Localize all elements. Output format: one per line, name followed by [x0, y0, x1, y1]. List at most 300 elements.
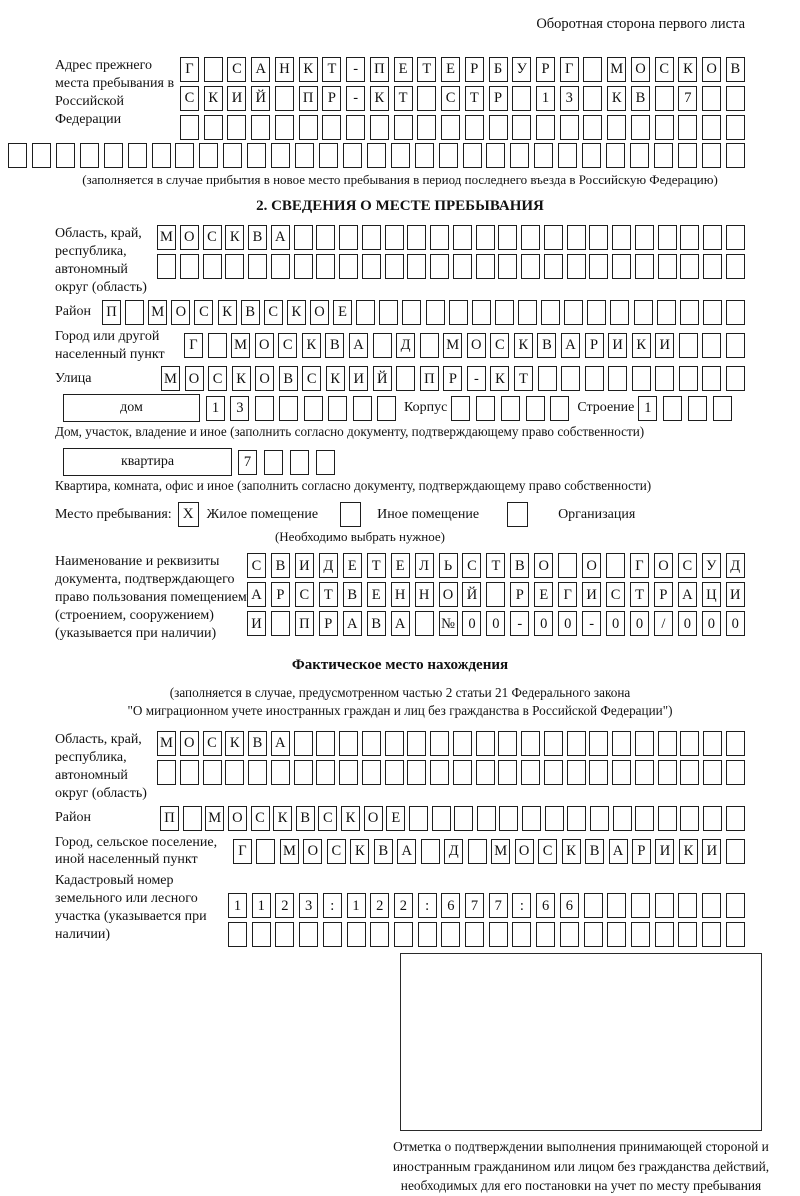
- char-box[interactable]: К: [678, 57, 697, 82]
- char-box[interactable]: [476, 225, 495, 250]
- char-box[interactable]: Р: [271, 582, 290, 607]
- char-box[interactable]: Д: [726, 553, 745, 578]
- char-box[interactable]: К: [562, 839, 581, 864]
- char-box[interactable]: 0: [534, 611, 553, 636]
- char-box[interactable]: А: [271, 731, 290, 756]
- char-box[interactable]: [726, 225, 745, 250]
- char-box[interactable]: [304, 396, 323, 421]
- char-box[interactable]: [203, 254, 222, 279]
- char-box[interactable]: Т: [465, 86, 484, 111]
- char-box[interactable]: 0: [486, 611, 505, 636]
- char-box[interactable]: В: [248, 225, 267, 250]
- char-box[interactable]: С: [302, 366, 321, 391]
- char-box[interactable]: [290, 450, 309, 475]
- char-box[interactable]: [415, 143, 434, 168]
- char-box[interactable]: [339, 731, 358, 756]
- char-box[interactable]: 6: [560, 893, 579, 918]
- char-box[interactable]: К: [350, 839, 369, 864]
- char-box[interactable]: С: [278, 333, 297, 358]
- char-box[interactable]: [589, 225, 608, 250]
- char-box[interactable]: [680, 760, 699, 785]
- char-box[interactable]: [703, 254, 722, 279]
- char-box[interactable]: [453, 760, 472, 785]
- char-box[interactable]: [323, 922, 342, 947]
- char-box[interactable]: [521, 225, 540, 250]
- char-box[interactable]: [703, 225, 722, 250]
- char-box[interactable]: [430, 254, 449, 279]
- char-box[interactable]: Е: [367, 582, 386, 607]
- char-box[interactable]: В: [343, 582, 362, 607]
- char-box[interactable]: [589, 254, 608, 279]
- char-box[interactable]: 1: [228, 893, 247, 918]
- char-box[interactable]: [402, 300, 421, 325]
- char-box[interactable]: П: [299, 86, 318, 111]
- char-box[interactable]: [610, 300, 629, 325]
- char-box[interactable]: [322, 115, 341, 140]
- char-box[interactable]: К: [607, 86, 626, 111]
- char-box[interactable]: И: [655, 839, 674, 864]
- char-box[interactable]: [426, 300, 445, 325]
- char-box[interactable]: Г: [184, 333, 203, 358]
- char-box[interactable]: [295, 143, 314, 168]
- char-box[interactable]: [726, 300, 745, 325]
- char-box[interactable]: О: [439, 582, 458, 607]
- char-box[interactable]: [635, 254, 654, 279]
- char-box[interactable]: И: [702, 839, 721, 864]
- char-box[interactable]: 3: [230, 396, 249, 421]
- char-box[interactable]: Й: [462, 582, 481, 607]
- char-box[interactable]: [104, 143, 123, 168]
- char-box[interactable]: С: [203, 225, 222, 250]
- char-box[interactable]: [486, 582, 505, 607]
- char-box[interactable]: С: [538, 839, 557, 864]
- char-box[interactable]: [658, 731, 677, 756]
- char-box[interactable]: [489, 115, 508, 140]
- char-box[interactable]: [486, 143, 505, 168]
- char-box[interactable]: А: [609, 839, 628, 864]
- char-box[interactable]: [584, 893, 603, 918]
- char-box[interactable]: 1: [536, 86, 555, 111]
- char-box[interactable]: [316, 225, 335, 250]
- char-box[interactable]: [476, 396, 495, 421]
- char-box[interactable]: О: [534, 553, 553, 578]
- char-box[interactable]: [391, 143, 410, 168]
- char-box[interactable]: 1: [206, 396, 225, 421]
- char-box[interactable]: И: [655, 333, 674, 358]
- char-box[interactable]: О: [255, 333, 274, 358]
- char-box[interactable]: В: [296, 806, 315, 831]
- char-box[interactable]: С: [247, 553, 266, 578]
- char-box[interactable]: Р: [443, 366, 462, 391]
- char-box[interactable]: [658, 254, 677, 279]
- char-box[interactable]: М: [161, 366, 180, 391]
- char-box[interactable]: [564, 300, 583, 325]
- char-box[interactable]: [294, 225, 313, 250]
- char-box[interactable]: Н: [275, 57, 294, 82]
- char-box[interactable]: 0: [726, 611, 745, 636]
- char-box[interactable]: [409, 806, 428, 831]
- char-box[interactable]: С: [462, 553, 481, 578]
- char-box[interactable]: О: [255, 366, 274, 391]
- char-box[interactable]: [583, 115, 602, 140]
- char-box[interactable]: [702, 893, 721, 918]
- char-box[interactable]: С: [678, 553, 697, 578]
- char-box[interactable]: [544, 254, 563, 279]
- char-box[interactable]: [703, 731, 722, 756]
- char-box[interactable]: М: [231, 333, 250, 358]
- char-box[interactable]: [180, 254, 199, 279]
- char-box[interactable]: [560, 115, 579, 140]
- char-box[interactable]: С: [264, 300, 283, 325]
- char-box[interactable]: [346, 115, 365, 140]
- checkbox-residential[interactable]: X: [178, 502, 199, 527]
- char-box[interactable]: В: [631, 86, 650, 111]
- char-box[interactable]: [536, 115, 555, 140]
- char-box[interactable]: И: [608, 333, 627, 358]
- char-box[interactable]: [299, 115, 318, 140]
- char-box[interactable]: Р: [510, 582, 529, 607]
- char-box[interactable]: [465, 922, 484, 947]
- char-box[interactable]: О: [180, 731, 199, 756]
- char-box[interactable]: [432, 806, 451, 831]
- char-box[interactable]: [385, 254, 404, 279]
- char-box[interactable]: [663, 396, 682, 421]
- char-box[interactable]: [449, 300, 468, 325]
- char-box[interactable]: В: [585, 839, 604, 864]
- char-box[interactable]: [157, 254, 176, 279]
- char-box[interactable]: [608, 366, 627, 391]
- char-box[interactable]: Д: [319, 553, 338, 578]
- char-box[interactable]: И: [349, 366, 368, 391]
- char-box[interactable]: [453, 731, 472, 756]
- char-box[interactable]: [316, 254, 335, 279]
- char-box[interactable]: В: [279, 366, 298, 391]
- char-box[interactable]: [477, 806, 496, 831]
- char-box[interactable]: [702, 86, 721, 111]
- char-box[interactable]: 7: [238, 450, 257, 475]
- char-box[interactable]: [655, 86, 674, 111]
- char-box[interactable]: К: [232, 366, 251, 391]
- char-box[interactable]: [339, 254, 358, 279]
- char-box[interactable]: [726, 254, 745, 279]
- char-box[interactable]: [279, 396, 298, 421]
- char-box[interactable]: А: [391, 611, 410, 636]
- char-box[interactable]: Е: [343, 553, 362, 578]
- char-box[interactable]: [512, 115, 531, 140]
- char-box[interactable]: Р: [585, 333, 604, 358]
- char-box[interactable]: Г: [233, 839, 252, 864]
- char-box[interactable]: [635, 225, 654, 250]
- char-box[interactable]: 0: [558, 611, 577, 636]
- char-box[interactable]: Й: [251, 86, 270, 111]
- char-box[interactable]: С: [227, 57, 246, 82]
- char-box[interactable]: :: [418, 893, 437, 918]
- char-box[interactable]: [199, 143, 218, 168]
- char-box[interactable]: [567, 225, 586, 250]
- char-box[interactable]: [522, 806, 541, 831]
- char-box[interactable]: О: [364, 806, 383, 831]
- char-box[interactable]: [204, 115, 223, 140]
- char-box[interactable]: [635, 731, 654, 756]
- char-box[interactable]: [152, 143, 171, 168]
- char-box[interactable]: О: [702, 57, 721, 82]
- char-box[interactable]: 3: [299, 893, 318, 918]
- char-box[interactable]: [510, 143, 529, 168]
- char-box[interactable]: К: [514, 333, 533, 358]
- char-box[interactable]: [521, 760, 540, 785]
- char-box[interactable]: М: [148, 300, 167, 325]
- char-box[interactable]: Ц: [702, 582, 721, 607]
- char-box[interactable]: [362, 760, 381, 785]
- char-box[interactable]: А: [349, 333, 368, 358]
- char-box[interactable]: [271, 254, 290, 279]
- char-box[interactable]: [247, 143, 266, 168]
- char-box[interactable]: К: [341, 806, 360, 831]
- char-box[interactable]: [726, 893, 745, 918]
- char-box[interactable]: [417, 86, 436, 111]
- char-box[interactable]: [612, 760, 631, 785]
- char-box[interactable]: [702, 115, 721, 140]
- char-box[interactable]: [271, 760, 290, 785]
- char-box[interactable]: Й: [373, 366, 392, 391]
- char-box[interactable]: [635, 760, 654, 785]
- char-box[interactable]: В: [537, 333, 556, 358]
- char-box[interactable]: [702, 143, 721, 168]
- char-box[interactable]: [339, 225, 358, 250]
- char-box[interactable]: [612, 225, 631, 250]
- char-box[interactable]: [583, 86, 602, 111]
- char-box[interactable]: С: [606, 582, 625, 607]
- char-box[interactable]: Р: [536, 57, 555, 82]
- char-box[interactable]: [275, 922, 294, 947]
- char-box[interactable]: Т: [514, 366, 533, 391]
- char-box[interactable]: [658, 806, 677, 831]
- char-box[interactable]: [294, 760, 313, 785]
- char-box[interactable]: [702, 333, 721, 358]
- char-box[interactable]: К: [204, 86, 223, 111]
- char-box[interactable]: [56, 143, 75, 168]
- char-box[interactable]: С: [327, 839, 346, 864]
- char-box[interactable]: 0: [678, 611, 697, 636]
- char-box[interactable]: [702, 922, 721, 947]
- char-box[interactable]: С: [180, 86, 199, 111]
- char-box[interactable]: П: [160, 806, 179, 831]
- char-box[interactable]: Е: [394, 57, 413, 82]
- char-box[interactable]: [632, 366, 651, 391]
- char-box[interactable]: М: [157, 731, 176, 756]
- char-box[interactable]: Е: [441, 57, 460, 82]
- char-box[interactable]: [657, 300, 676, 325]
- char-box[interactable]: Е: [391, 553, 410, 578]
- char-box[interactable]: К: [273, 806, 292, 831]
- char-box[interactable]: К: [225, 225, 244, 250]
- char-box[interactable]: [396, 366, 415, 391]
- char-box[interactable]: [271, 611, 290, 636]
- char-box[interactable]: [275, 86, 294, 111]
- char-box[interactable]: О: [185, 366, 204, 391]
- char-box[interactable]: В: [271, 553, 290, 578]
- char-box[interactable]: Г: [560, 57, 579, 82]
- char-box[interactable]: [385, 760, 404, 785]
- char-box[interactable]: [248, 760, 267, 785]
- char-box[interactable]: [558, 143, 577, 168]
- char-box[interactable]: О: [515, 839, 534, 864]
- char-box[interactable]: [703, 806, 722, 831]
- char-box[interactable]: К: [370, 86, 389, 111]
- char-box[interactable]: [607, 922, 626, 947]
- char-box[interactable]: [567, 254, 586, 279]
- char-box[interactable]: 7: [678, 86, 697, 111]
- char-box[interactable]: [356, 300, 375, 325]
- char-box[interactable]: О: [180, 225, 199, 250]
- char-box[interactable]: [385, 731, 404, 756]
- char-box[interactable]: [453, 225, 472, 250]
- char-box[interactable]: И: [726, 582, 745, 607]
- char-box[interactable]: О: [654, 553, 673, 578]
- char-box[interactable]: Д: [444, 839, 463, 864]
- char-box[interactable]: 2: [370, 893, 389, 918]
- char-box[interactable]: [225, 254, 244, 279]
- char-box[interactable]: [370, 115, 389, 140]
- char-box[interactable]: Т: [630, 582, 649, 607]
- char-box[interactable]: У: [512, 57, 531, 82]
- char-box[interactable]: [726, 806, 745, 831]
- char-box[interactable]: [558, 553, 577, 578]
- char-box[interactable]: [275, 115, 294, 140]
- char-box[interactable]: [451, 396, 470, 421]
- checkbox-other-premises[interactable]: [340, 502, 361, 527]
- char-box[interactable]: [561, 366, 580, 391]
- char-box[interactable]: [353, 396, 372, 421]
- char-box[interactable]: [251, 115, 270, 140]
- char-box[interactable]: [567, 731, 586, 756]
- char-box[interactable]: [613, 806, 632, 831]
- char-box[interactable]: [726, 333, 745, 358]
- char-box[interactable]: [680, 254, 699, 279]
- char-box[interactable]: [726, 731, 745, 756]
- char-box[interactable]: [550, 396, 569, 421]
- char-box[interactable]: О: [310, 300, 329, 325]
- char-box[interactable]: [208, 333, 227, 358]
- char-box[interactable]: Б: [489, 57, 508, 82]
- char-box[interactable]: [589, 731, 608, 756]
- char-box[interactable]: [421, 839, 440, 864]
- char-box[interactable]: [379, 300, 398, 325]
- char-box[interactable]: [679, 333, 698, 358]
- char-box[interactable]: [567, 806, 586, 831]
- char-box[interactable]: К: [218, 300, 237, 325]
- char-box[interactable]: [678, 922, 697, 947]
- char-box[interactable]: Р: [489, 86, 508, 111]
- char-box[interactable]: [702, 366, 721, 391]
- char-box[interactable]: М: [607, 57, 626, 82]
- char-box[interactable]: К: [225, 731, 244, 756]
- char-box[interactable]: 6: [441, 893, 460, 918]
- char-box[interactable]: [680, 806, 699, 831]
- char-box[interactable]: А: [343, 611, 362, 636]
- char-box[interactable]: -: [346, 57, 365, 82]
- char-box[interactable]: [407, 760, 426, 785]
- char-box[interactable]: [658, 760, 677, 785]
- char-box[interactable]: [630, 143, 649, 168]
- char-box[interactable]: [678, 893, 697, 918]
- char-box[interactable]: [367, 143, 386, 168]
- char-box[interactable]: [726, 922, 745, 947]
- char-box[interactable]: К: [299, 57, 318, 82]
- char-box[interactable]: П: [370, 57, 389, 82]
- checkbox-organization[interactable]: [507, 502, 528, 527]
- char-box[interactable]: [385, 225, 404, 250]
- char-box[interactable]: [453, 254, 472, 279]
- char-box[interactable]: :: [323, 893, 342, 918]
- char-box[interactable]: [299, 922, 318, 947]
- char-box[interactable]: [658, 225, 677, 250]
- char-box[interactable]: [316, 731, 335, 756]
- char-box[interactable]: №: [439, 611, 458, 636]
- char-box[interactable]: [612, 254, 631, 279]
- char-box[interactable]: Т: [319, 582, 338, 607]
- char-box[interactable]: К: [287, 300, 306, 325]
- char-box[interactable]: [635, 806, 654, 831]
- char-box[interactable]: [654, 143, 673, 168]
- char-box[interactable]: [225, 760, 244, 785]
- char-box[interactable]: Е: [333, 300, 352, 325]
- char-box[interactable]: [430, 731, 449, 756]
- char-box[interactable]: [362, 225, 381, 250]
- char-box[interactable]: Н: [415, 582, 434, 607]
- char-box[interactable]: [343, 143, 362, 168]
- char-box[interactable]: [612, 731, 631, 756]
- char-box[interactable]: [631, 893, 650, 918]
- char-box[interactable]: [415, 611, 434, 636]
- char-box[interactable]: [680, 300, 699, 325]
- char-box[interactable]: [463, 143, 482, 168]
- char-box[interactable]: М: [443, 333, 462, 358]
- char-box[interactable]: [417, 115, 436, 140]
- char-box[interactable]: 0: [630, 611, 649, 636]
- char-box[interactable]: О: [582, 553, 601, 578]
- char-box[interactable]: [32, 143, 51, 168]
- char-box[interactable]: [441, 115, 460, 140]
- char-box[interactable]: С: [194, 300, 213, 325]
- char-box[interactable]: [157, 760, 176, 785]
- char-box[interactable]: А: [247, 582, 266, 607]
- char-box[interactable]: П: [295, 611, 314, 636]
- char-box[interactable]: Т: [394, 86, 413, 111]
- house-field-box[interactable]: дом: [63, 394, 200, 422]
- char-box[interactable]: Т: [417, 57, 436, 82]
- char-box[interactable]: М: [491, 839, 510, 864]
- char-box[interactable]: В: [374, 839, 393, 864]
- char-box[interactable]: О: [631, 57, 650, 82]
- char-box[interactable]: [377, 396, 396, 421]
- char-box[interactable]: 3: [560, 86, 579, 111]
- char-box[interactable]: [655, 893, 674, 918]
- char-box[interactable]: [316, 760, 335, 785]
- char-box[interactable]: Р: [654, 582, 673, 607]
- char-box[interactable]: -: [346, 86, 365, 111]
- char-box[interactable]: [454, 806, 473, 831]
- char-box[interactable]: [430, 225, 449, 250]
- char-box[interactable]: [125, 300, 144, 325]
- char-box[interactable]: П: [420, 366, 439, 391]
- char-box[interactable]: [256, 839, 275, 864]
- char-box[interactable]: :: [512, 893, 531, 918]
- char-box[interactable]: О: [467, 333, 486, 358]
- char-box[interactable]: С: [203, 731, 222, 756]
- char-box[interactable]: И: [247, 611, 266, 636]
- char-box[interactable]: [472, 300, 491, 325]
